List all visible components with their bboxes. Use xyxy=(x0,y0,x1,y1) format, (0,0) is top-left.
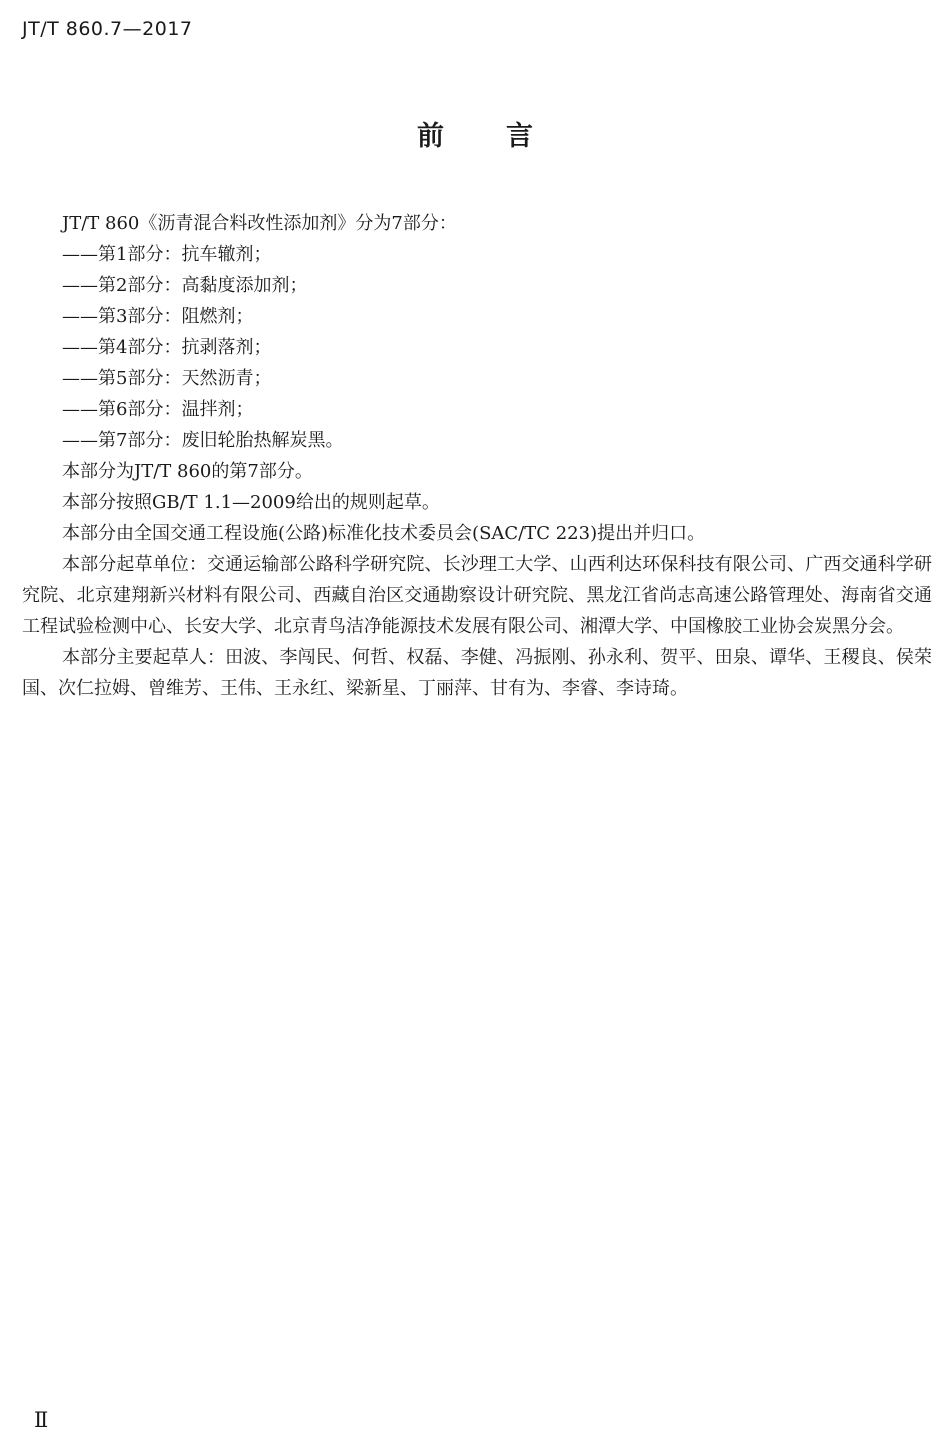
list-item: ——第1部分：抗车辙剂； xyxy=(62,244,272,265)
list-item: ——第5部分：天然沥青； xyxy=(62,368,272,389)
document-header: JT/T 860.7—2017 xyxy=(22,18,193,40)
document-body xyxy=(22,208,932,704)
drafters-paragraph: 本部分主要起草人：田波、李闯民、何哲、权磊、李健、冯振刚、孙永利、贺平、田泉、谭华、王稷良、侯荣国、次仁拉姆、曾维芳、王伟、王永红、梁新星、丁丽萍、甘有为、李睿、李诗琦。 xyxy=(22,647,932,699)
page-number: Ⅱ xyxy=(34,1408,49,1432)
list-item: ——第7部分：废旧轮胎热解炭黑。 xyxy=(62,430,344,451)
page-title: 前言 xyxy=(417,121,595,152)
intro-paragraph: JT/T 860《沥青混合料改性添加剂》分为7部分： xyxy=(62,213,457,234)
body-paragraph: 本部分为JT/T 860的第7部分。 xyxy=(62,461,313,482)
list-item: ——第6部分：温拌剂； xyxy=(62,399,254,420)
body-paragraph: 本部分由全国交通工程设施(公路)标准化技术委员会(SAC/TC 223)提出并归口。 xyxy=(62,523,706,544)
list-item: ——第4部分：抗剥落剂； xyxy=(62,337,272,358)
body-paragraph: 本部分按照GB/T 1.1—2009给出的规则起草。 xyxy=(62,492,440,513)
list-item: ——第2部分：高黏度添加剂； xyxy=(62,275,308,296)
drafting-units-paragraph: 本部分起草单位：交通运输部公路科学研究院、长沙理工大学、山西利达环保科技有限公司、广西交通科学研究院、北京建翔新兴材料有限公司、西藏自治区交通勘察设计研究院、黑龙江省尚志高速公路管理处、海南省交通工程试验检测中心、长安大学、北京青鸟洁净能源技术发展有限公司、湘潭大学、中国橡胶工业协会炭黑分会。 xyxy=(22,554,932,637)
list-item: ——第3部分：阻燃剂； xyxy=(62,306,254,327)
